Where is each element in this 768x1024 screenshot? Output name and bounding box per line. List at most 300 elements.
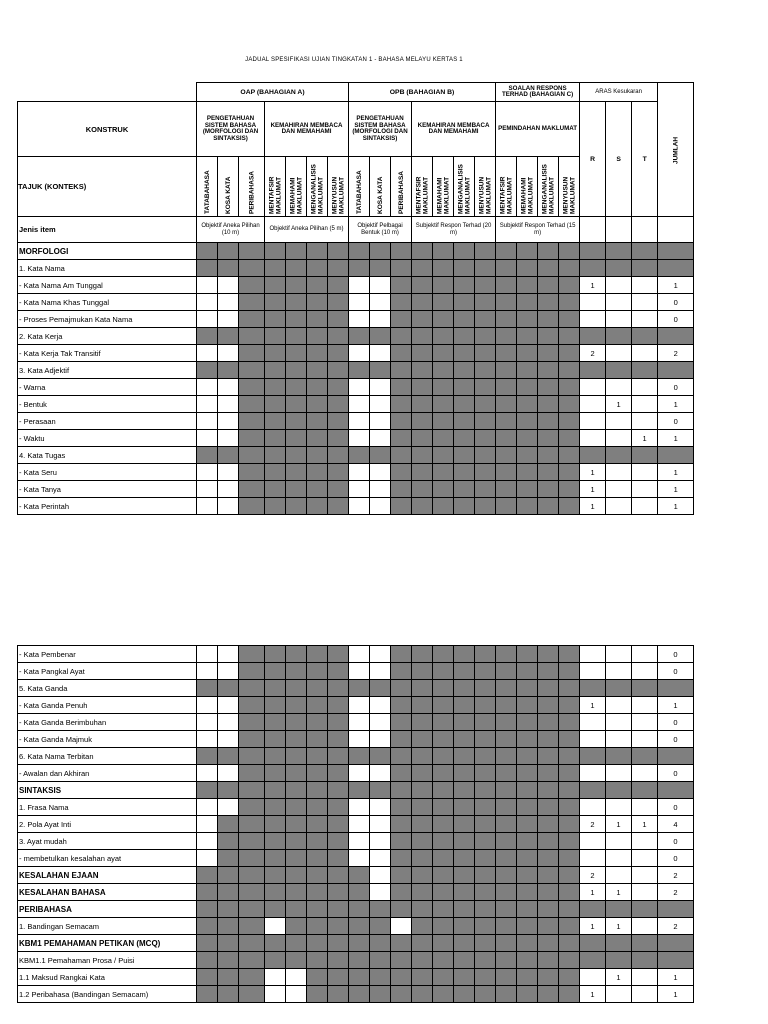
spec-cell: [370, 748, 391, 765]
spec-cell: [286, 833, 307, 850]
spec-cell: [218, 260, 239, 277]
spec-cell: [454, 481, 475, 498]
spec-cell: [265, 328, 286, 345]
spec-cell: [391, 816, 412, 833]
spec-cell: [496, 498, 517, 515]
spec-cell: [538, 498, 559, 515]
spec-cell: [197, 782, 218, 799]
spec-cell: [496, 396, 517, 413]
spec-cell: [197, 935, 218, 952]
table-row: [18, 294, 694, 311]
row-label: - Kata Ganda Berimbuhan: [18, 714, 197, 731]
spec-cell: [433, 969, 454, 986]
spec-cell: [286, 748, 307, 765]
spec-cell: [218, 277, 239, 294]
spec-cell: [454, 345, 475, 362]
jenis-c2: Subjektif Respon Terhad (15 m): [496, 217, 580, 243]
spec-cell: [349, 935, 370, 952]
table-body-bottom: [18, 646, 694, 1003]
value-s: [606, 413, 632, 430]
spec-cell: [349, 833, 370, 850]
spec-cell: [286, 986, 307, 1003]
spec-cell: [433, 714, 454, 731]
spec-cell: [328, 833, 349, 850]
spec-cell: [197, 277, 218, 294]
value-t: [632, 362, 658, 379]
spec-cell: [391, 850, 412, 867]
spec-cell: [538, 413, 559, 430]
value-s: [606, 498, 632, 515]
spec-cell: [197, 765, 218, 782]
spec-cell: [239, 498, 265, 515]
value-r: 1: [580, 498, 606, 515]
spec-cell: [349, 952, 370, 969]
spec-cell: [218, 782, 239, 799]
spec-cell: [391, 379, 412, 396]
spec-cell: [370, 731, 391, 748]
spec-cell: [239, 867, 265, 884]
table-row: [18, 680, 694, 697]
spec-cell: [239, 918, 265, 935]
row-label: SINTAKSIS: [18, 782, 197, 799]
value-t: [632, 833, 658, 850]
spec-cell: [197, 430, 218, 447]
spec-cell: [286, 345, 307, 362]
spec-cell: [454, 731, 475, 748]
spec-cell: [239, 714, 265, 731]
spec-cell: [454, 328, 475, 345]
spec-cell: [559, 646, 580, 663]
spec-cell: [475, 816, 496, 833]
spec-cell: [307, 833, 328, 850]
spec-cell: [475, 498, 496, 515]
page-title: JADUAL SPESIFIKASI UJIAN TINGKATAN 1 - BAHASA MELAYU KERTAS 1: [245, 57, 463, 63]
value-t: [632, 986, 658, 1003]
spec-cell: [239, 799, 265, 816]
value-r: 1: [580, 464, 606, 481]
spec-cell: [218, 986, 239, 1003]
spec-cell: [559, 396, 580, 413]
value-t: [632, 748, 658, 765]
spec-cell: [475, 918, 496, 935]
spec-cell: [412, 935, 433, 952]
value-r: [580, 379, 606, 396]
row-label: KESALAHAN BAHASA: [18, 884, 197, 901]
spec-cell: [197, 850, 218, 867]
table-row: [18, 901, 694, 918]
spec-cell: [349, 464, 370, 481]
spec-cell: [496, 816, 517, 833]
spec-cell: [197, 328, 218, 345]
spec-cell: [496, 345, 517, 362]
spec-cell: [349, 697, 370, 714]
spec-cell: [239, 697, 265, 714]
spec-cell: [433, 680, 454, 697]
spec-cell: [433, 935, 454, 952]
spec-cell: [370, 680, 391, 697]
spec-cell: [433, 481, 454, 498]
jenis-b: Objektif Pelbagai Bentuk (10 m): [349, 217, 412, 243]
spec-cell: [197, 714, 218, 731]
spec-cell: [412, 464, 433, 481]
spec-cell: [517, 986, 538, 1003]
col-mentafsir-c: MENTAFSIR MAKLUMAT: [496, 157, 517, 217]
value-j: 0: [658, 413, 694, 430]
spec-cell: [538, 243, 559, 260]
spec-cell: [370, 952, 391, 969]
table-row: [18, 430, 694, 447]
value-s: [606, 782, 632, 799]
spec-cell: [475, 969, 496, 986]
value-t: [632, 447, 658, 464]
jenis-a2: Objektif Aneka Pilihan (5 m): [265, 217, 349, 243]
spec-cell: [197, 260, 218, 277]
spec-cell: [538, 731, 559, 748]
value-j: 1: [658, 986, 694, 1003]
col-menyusun-c: MENYUSUN MAKLUMAT: [559, 157, 580, 217]
spec-cell: [517, 277, 538, 294]
opb-header: OPB (BAHAGIAN B): [349, 83, 496, 102]
spec-cell: [475, 697, 496, 714]
spec-cell: [328, 969, 349, 986]
spec-cell: [559, 311, 580, 328]
value-j: [658, 447, 694, 464]
spec-cell: [328, 447, 349, 464]
spec-cell: [307, 243, 328, 260]
spec-cell: [559, 833, 580, 850]
value-j: [658, 782, 694, 799]
spec-cell: [559, 969, 580, 986]
spec-cell: [328, 294, 349, 311]
spec-cell: [328, 867, 349, 884]
value-s: 1: [606, 918, 632, 935]
spec-cell: [391, 748, 412, 765]
spec-cell: [559, 901, 580, 918]
spec-cell: [475, 714, 496, 731]
table-row: [18, 379, 694, 396]
table-row: [18, 969, 694, 986]
spec-cell: [391, 782, 412, 799]
spec-cell: [197, 901, 218, 918]
spec-cell: [559, 260, 580, 277]
value-r: [580, 952, 606, 969]
spec-cell: [218, 969, 239, 986]
spec-cell: [218, 867, 239, 884]
spec-cell: [218, 379, 239, 396]
spec-cell: [197, 294, 218, 311]
value-j: 1: [658, 498, 694, 515]
spec-cell: [307, 481, 328, 498]
value-t: [632, 379, 658, 396]
table-row: [18, 833, 694, 850]
spec-cell: [496, 748, 517, 765]
spec-cell: [370, 969, 391, 986]
spec-cell: [496, 935, 517, 952]
spec-cell: [286, 782, 307, 799]
spec-cell: [197, 799, 218, 816]
spec-cell: [370, 260, 391, 277]
spec-cell: [239, 277, 265, 294]
spec-cell: [307, 294, 328, 311]
spec-cell: [286, 731, 307, 748]
spec-cell: [517, 697, 538, 714]
spec-cell: [328, 680, 349, 697]
table-row: [18, 952, 694, 969]
spec-cell: [559, 498, 580, 515]
spec-cell: [197, 345, 218, 362]
spec-cell: [265, 816, 286, 833]
spec-cell: [391, 646, 412, 663]
spec-cell: [559, 986, 580, 1003]
spec-cell: [412, 884, 433, 901]
jumlah-header: JUMLAH: [658, 83, 694, 217]
spec-cell: [517, 833, 538, 850]
row-label: 1.1 Maksud Rangkai Kata: [18, 969, 197, 986]
spec-cell: [475, 731, 496, 748]
spec-cell: [328, 816, 349, 833]
spec-cell: [559, 714, 580, 731]
spec-cell: [286, 952, 307, 969]
spec-cell: [197, 663, 218, 680]
spec-cell: [197, 867, 218, 884]
value-t: [632, 799, 658, 816]
spec-cell: [538, 782, 559, 799]
spec-cell: [286, 464, 307, 481]
spec-cell: [454, 986, 475, 1003]
spec-cell: [433, 260, 454, 277]
value-r: [580, 663, 606, 680]
spec-cell: [433, 646, 454, 663]
spec-cell: [265, 498, 286, 515]
spec-cell: [218, 464, 239, 481]
spec-cell: [496, 884, 517, 901]
col-memahami-c: MEMAHAMI MAKLUMAT: [517, 157, 538, 217]
value-j: 0: [658, 833, 694, 850]
spec-cell: [218, 935, 239, 952]
value-s: [606, 833, 632, 850]
value-j: 0: [658, 379, 694, 396]
value-r: 1: [580, 277, 606, 294]
table-body-top: [18, 243, 694, 515]
value-r: [580, 765, 606, 782]
spec-cell: [286, 901, 307, 918]
spec-cell: [370, 986, 391, 1003]
value-j: 0: [658, 850, 694, 867]
spec-cell: [538, 748, 559, 765]
spec-cell: [517, 464, 538, 481]
spec-cell: [454, 748, 475, 765]
spec-cell: [412, 243, 433, 260]
spec-cell: [538, 328, 559, 345]
spec-cell: [307, 396, 328, 413]
spec-cell: [517, 969, 538, 986]
spec-cell: [239, 986, 265, 1003]
value-r: [580, 396, 606, 413]
row-label: PERIBAHASA: [18, 901, 197, 918]
spec-cell: [349, 969, 370, 986]
spec-cell: [559, 447, 580, 464]
spec-cell: [517, 799, 538, 816]
table-row: [18, 328, 694, 345]
spec-cell: [265, 799, 286, 816]
spec-cell: [239, 765, 265, 782]
value-s: [606, 277, 632, 294]
value-s: [606, 748, 632, 765]
spec-cell: [265, 243, 286, 260]
spec-cell: [454, 243, 475, 260]
value-r: [580, 294, 606, 311]
spec-cell: [239, 850, 265, 867]
spec-cell: [454, 447, 475, 464]
spec-cell: [433, 243, 454, 260]
spec-cell: [239, 646, 265, 663]
spec-cell: [328, 731, 349, 748]
value-t: [632, 935, 658, 952]
spec-cell: [328, 935, 349, 952]
spec-cell: [496, 646, 517, 663]
spec-cell: [370, 379, 391, 396]
spec-cell: [218, 481, 239, 498]
spec-cell: [517, 481, 538, 498]
value-r: 1: [580, 918, 606, 935]
spec-cell: [391, 986, 412, 1003]
spec-cell: [475, 765, 496, 782]
spec-cell: [349, 867, 370, 884]
spec-cell: [538, 833, 559, 850]
spec-cell: [496, 260, 517, 277]
spec-cell: [412, 799, 433, 816]
spec-cell: [391, 396, 412, 413]
spec-cell: [538, 362, 559, 379]
spec-cell: [307, 260, 328, 277]
spec-cell: [475, 311, 496, 328]
spec-cell: [475, 396, 496, 413]
spec-cell: [286, 969, 307, 986]
spec-cell: [412, 260, 433, 277]
value-t: [632, 765, 658, 782]
col-peribahasa-b: PERIBAHASA: [391, 157, 412, 217]
spec-cell: [517, 952, 538, 969]
spec-cell: [496, 952, 517, 969]
value-s: 1: [606, 969, 632, 986]
spec-cell: [370, 646, 391, 663]
spec-cell: [517, 714, 538, 731]
col-menyusun-a: MENYUSUN MAKLUMAT: [328, 157, 349, 217]
spec-cell: [197, 481, 218, 498]
spec-cell: [433, 447, 454, 464]
spec-cell: [412, 663, 433, 680]
table-row: [18, 481, 694, 498]
value-r: [580, 328, 606, 345]
table-row: [18, 464, 694, 481]
spec-cell: [412, 969, 433, 986]
spec-cell: [391, 969, 412, 986]
row-label: - Perasaan: [18, 413, 197, 430]
spec-cell: [218, 714, 239, 731]
spec-cell: [517, 328, 538, 345]
spec-cell: [496, 277, 517, 294]
value-t: [632, 311, 658, 328]
spec-cell: [517, 748, 538, 765]
spec-cell: [239, 663, 265, 680]
aras-header: ARAS Kesukaran: [580, 83, 658, 102]
spec-cell: [412, 765, 433, 782]
spec-cell: [370, 396, 391, 413]
spec-cell: [454, 498, 475, 515]
value-r: 1: [580, 481, 606, 498]
spec-cell: [454, 379, 475, 396]
spec-cell: [475, 481, 496, 498]
value-s: [606, 447, 632, 464]
spec-cell: [197, 379, 218, 396]
spec-cell: [286, 918, 307, 935]
spec-cell: [197, 413, 218, 430]
spec-cell: [307, 952, 328, 969]
value-j: 1: [658, 396, 694, 413]
spec-cell: [454, 260, 475, 277]
spec-cell: [559, 697, 580, 714]
spec-cell: [239, 901, 265, 918]
spec-cell: [496, 986, 517, 1003]
spec-cell: [475, 430, 496, 447]
spec-cell: [433, 748, 454, 765]
spec-cell: [265, 481, 286, 498]
spec-cell: [370, 884, 391, 901]
spec-cell: [454, 413, 475, 430]
spec-cell: [433, 362, 454, 379]
value-s: [606, 952, 632, 969]
spec-cell: [475, 663, 496, 680]
table-row: [18, 731, 694, 748]
spec-cell: [197, 833, 218, 850]
table-row: [18, 413, 694, 430]
spec-cell: [239, 833, 265, 850]
spec-cell: [349, 311, 370, 328]
spec-cell: [349, 396, 370, 413]
value-j: 1: [658, 697, 694, 714]
jenis-c: Subjektif Respon Terhad (20 m): [412, 217, 496, 243]
row-label: - Warna: [18, 379, 197, 396]
spec-cell: [307, 816, 328, 833]
spec-cell: [412, 328, 433, 345]
spec-cell: [454, 935, 475, 952]
spec-cell: [517, 901, 538, 918]
spec-cell: [265, 379, 286, 396]
spec-cell: [475, 277, 496, 294]
spec-cell: [454, 969, 475, 986]
spec-cell: [197, 816, 218, 833]
value-j: 0: [658, 714, 694, 731]
spec-cell: [307, 277, 328, 294]
spec-cell: [370, 498, 391, 515]
col-menganalisis-c: MENGANALISIS MAKLUMAT: [538, 157, 559, 217]
spec-cell: [433, 901, 454, 918]
spec-cell: [391, 413, 412, 430]
value-j: 1: [658, 430, 694, 447]
value-r: [580, 646, 606, 663]
spec-cell: [286, 328, 307, 345]
spec-cell: [197, 464, 218, 481]
spec-cell: [391, 799, 412, 816]
spec-cell: [218, 680, 239, 697]
spec-cell: [328, 986, 349, 1003]
spec-cell: [391, 311, 412, 328]
spec-cell: [559, 765, 580, 782]
row-label: - Kata Nama Am Tunggal: [18, 277, 197, 294]
col-mentafsir-b: MENTAFSIR MAKLUMAT: [412, 157, 433, 217]
spec-cell: [265, 731, 286, 748]
spec-cell: [538, 430, 559, 447]
